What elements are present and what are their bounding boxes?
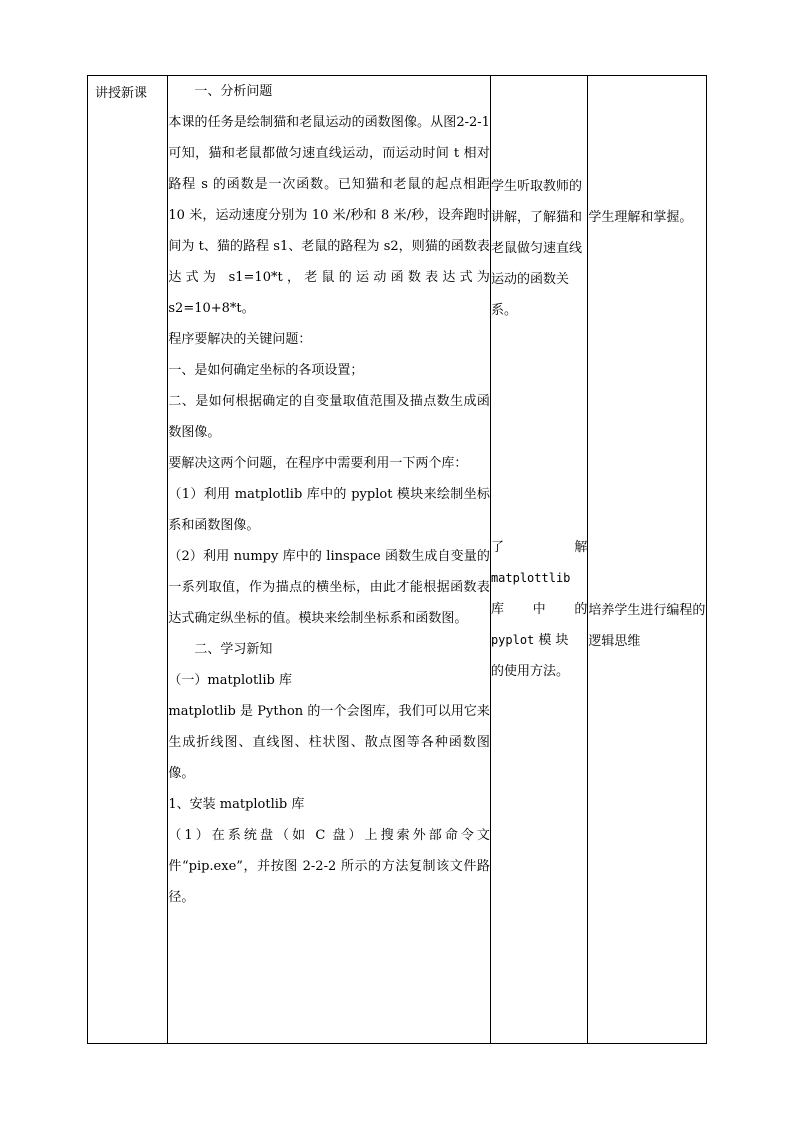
stage-label: 讲授新课 [95, 86, 148, 101]
stage-cell [88, 76, 168, 1044]
content-paragraph: （2）利用 numpy 库中的 linspace 函数生成自变量的一系列取值，作为描点的横坐标，由此才能根据函数表达式确定纵坐标的值。模块来绘制坐标系和函数图。 [168, 549, 490, 626]
student-activity-line [491, 625, 587, 656]
content-paragraph: （1）利用 matplotlib 库中的 pyplot 模块来绘制坐标系和函数图像。 [168, 487, 490, 533]
student-activity-block [491, 532, 587, 687]
teaching-content-cell [168, 76, 491, 1044]
student-activity-word: 解 [574, 540, 588, 555]
content-paragraph: 程序要解决的关键问题： [168, 332, 312, 347]
student-activity-word: 中 [532, 602, 546, 617]
section-heading-analysis: 一、分析问题 [194, 84, 273, 99]
content-paragraph: 二、是如何根据确定的自变量取值范围及描点数生成函数图像。 [168, 394, 490, 440]
design-intent-text: 学生理解和掌握。 [588, 210, 693, 225]
student-activity-word: 模 块 [534, 633, 569, 648]
student-activity-word: 库 [490, 602, 504, 617]
student-activity-word: 的 [574, 602, 588, 617]
content-paragraph: （1）在系统盘（如 C 盘）上搜索外部命令文件“pip.exe”，并按图 2-2-2 所示的方法复制该文件路径。 [168, 828, 490, 905]
content-paragraph: 一、是如何确定坐标的各项设置； [168, 363, 364, 378]
design-intent-text: 培养学生进行编程的逻辑思维 [588, 603, 706, 649]
student-activity-text: 学生听取教师的讲解，了解猫和老鼠做匀速直线运动的函数关系。 [490, 179, 582, 318]
student-activity-cell [490, 76, 587, 1044]
student-activity-line: 的使用方法。 [490, 664, 569, 679]
content-paragraph: matplotlib 是 Python 的一个会图库，我们可以用它来生成折线图、直线图、柱状图、散点图等各种函数图像。 [168, 704, 490, 781]
lesson-plan-table [87, 75, 707, 1044]
section-heading-learn: 二、学习新知 [194, 642, 273, 657]
content-paragraph: 要解决这两个问题，在程序中需要利用一下两个库： [168, 456, 468, 471]
content-paragraph: 1、安装 matplotlib 库 [168, 797, 305, 812]
table-row [88, 76, 707, 1044]
design-intent-cell [588, 76, 707, 1044]
content-paragraph: 本课的任务是绘制猫和老鼠运动的函数图像。从图2-2-1可知，猫和老鼠都做匀速直线运动，而运动时间 t 相对路程 s 的函数是一次函数。已知猫和老鼠的起点相距 10 米，运动速度分别为 10 米/秒和 8 米/秒，设奔跑时间为 t、猫的路程 s1、老鼠的路程为 s2，则猫的函数表达式为 s1=10*t，老鼠的运动函数表达式为 s2=10+8*t。 [168, 115, 490, 316]
student-activity-line [491, 532, 587, 563]
student-activity-line: matplottlib [490, 571, 571, 585]
student-activity-word: 了 [490, 540, 504, 555]
student-activity-word: pyplot [490, 633, 535, 647]
student-activity-line [491, 594, 587, 625]
content-paragraph: （一）matplotlib 库 [168, 673, 292, 688]
